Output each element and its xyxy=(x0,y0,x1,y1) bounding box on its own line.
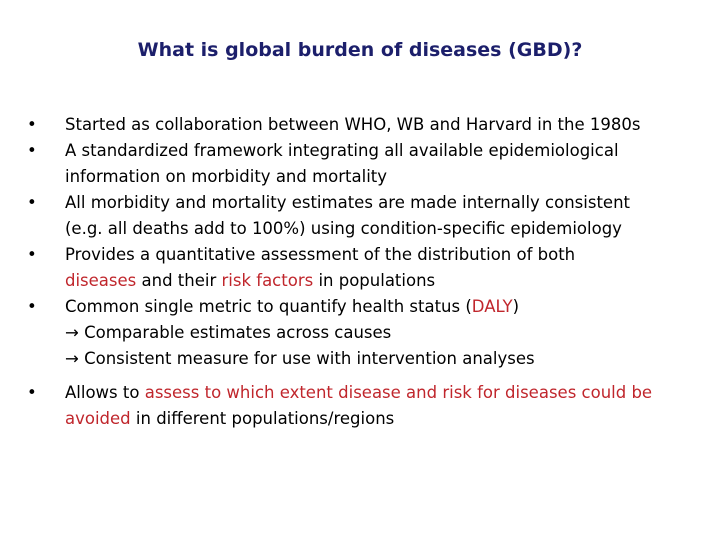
bullet-dot-icon: • xyxy=(27,297,37,316)
highlight-daly: DALY xyxy=(471,297,513,316)
text-segment: in populations xyxy=(313,271,436,290)
text-segment: and their xyxy=(136,271,222,290)
bullet-dot-icon: • xyxy=(27,115,37,134)
arrow-right-icon: → xyxy=(65,349,79,368)
bullet-text xyxy=(65,380,717,406)
bullet-dot-icon: • xyxy=(27,141,37,160)
highlight-avoided: avoided xyxy=(65,409,131,428)
highlight-risk-factors: risk factors xyxy=(221,271,314,290)
bullet-text: A standardized framework integrating all available epidemiological xyxy=(65,141,619,160)
bullet-text xyxy=(65,406,717,432)
bullet-text: All morbidity and mortality estimates are made internally consistent xyxy=(65,193,630,212)
bullet-item xyxy=(27,380,717,432)
bullet-text: information on morbidity and mortality xyxy=(65,167,388,186)
bullet-item xyxy=(27,294,717,372)
text-segment: Common single metric to quantify health status ( xyxy=(65,297,472,316)
bullet-text xyxy=(65,268,717,294)
text-segment: in different populations/regions xyxy=(130,409,395,428)
bullet-text xyxy=(65,294,717,320)
slide-title: What is global burden of diseases (GBD)? xyxy=(137,39,583,61)
highlight-assess: assess to which extent disease and risk for diseases could be xyxy=(144,383,653,402)
bullet-list xyxy=(27,112,717,432)
bullet-dot-icon: • xyxy=(27,245,37,264)
bullet-text: Started as collaboration between WHO, WB and Harvard in the 1980s xyxy=(65,115,641,134)
sub-point-text: Consistent measure for use with intervention analyses xyxy=(78,349,535,368)
bullet-dot-icon: • xyxy=(27,193,37,212)
bullet-dot-icon: • xyxy=(27,383,37,402)
sub-point xyxy=(65,346,717,372)
sub-point-text: Comparable estimates across causes xyxy=(78,323,392,342)
text-segment: Allows to xyxy=(65,383,145,402)
bullet-item xyxy=(27,242,717,294)
bullet-item xyxy=(27,112,717,138)
bullet-item xyxy=(27,190,717,242)
highlight-diseases: diseases xyxy=(65,271,137,290)
bullet-text: (e.g. all deaths add to 100%) using condition-specific epidemiology xyxy=(65,219,622,238)
sub-point xyxy=(65,320,717,346)
bullet-text: Provides a quantitative assessment of the distribution of both xyxy=(65,245,576,264)
text-segment: ) xyxy=(512,297,520,316)
arrow-right-icon: → xyxy=(65,323,79,342)
bullet-item xyxy=(27,138,717,190)
